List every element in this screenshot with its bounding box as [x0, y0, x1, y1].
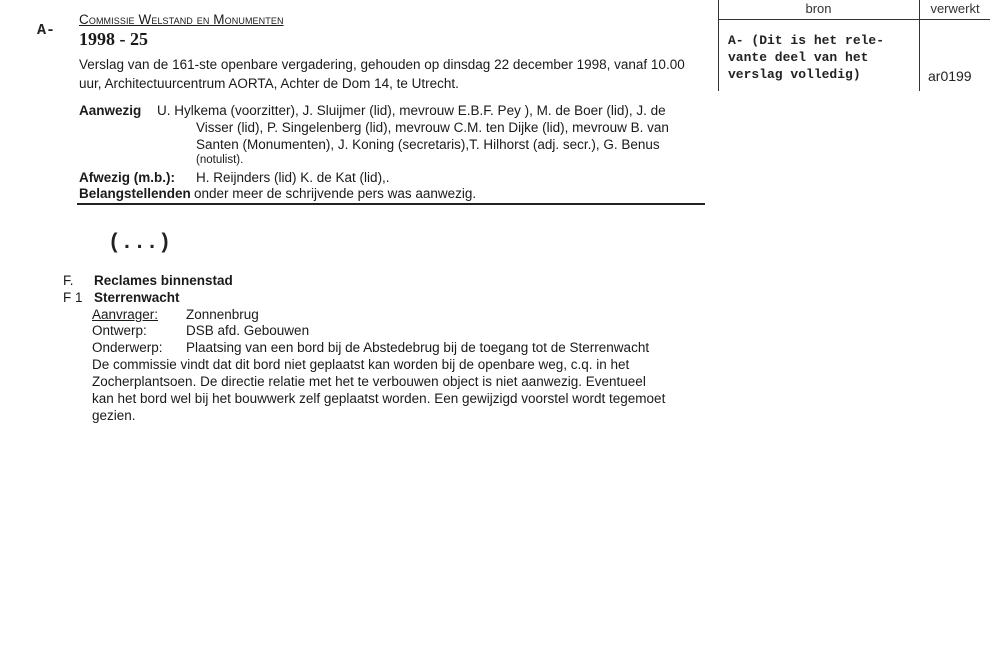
section-title: Reclames binnenstad	[94, 273, 233, 288]
table-header-divider	[718, 19, 990, 20]
paragraph-line: gezien.	[92, 408, 136, 423]
section-code: F.	[63, 273, 74, 288]
section-divider	[77, 203, 705, 205]
aanvrager-value: Zonnenbrug	[186, 307, 259, 322]
omission-marker: (...)	[108, 232, 172, 255]
belangstellenden-label: Belangstellenden	[79, 186, 191, 201]
margin-marker: A-	[37, 22, 56, 39]
intro-line: uur, Architectuurcentrum AORTA, Achter de Dom 14, te Utrecht.	[79, 76, 459, 91]
aanwezig-line: Visser (lid), P. Singelenberg (lid), mevrouw C.M. ten Dijke (lid), mevrouw B. van	[196, 120, 669, 135]
belangstellenden-value: onder meer de schrijvende pers was aanwezig.	[194, 186, 477, 201]
bron-note-line: vante deel van het	[728, 50, 869, 65]
organization-name: Commissie Welstand en Monumenten	[79, 12, 284, 27]
intro-line: Verslag van de 161-ste openbare vergadering, gehouden op dinsdag 22 december 1998, vanaf 10.00	[79, 57, 685, 72]
item-code: F 1	[63, 290, 83, 305]
bron-note-line: A- (Dit is het rele-	[728, 33, 885, 48]
ontwerp-value: DSB afd. Gebouwen	[186, 323, 310, 338]
aanvrager-label: Aanvrager:	[92, 307, 159, 322]
verwerkt-code: ar0199	[928, 68, 972, 84]
table-header-bron: bron	[805, 1, 832, 16]
document-number: 1998 - 25	[79, 29, 148, 49]
paragraph-line: Zocherplantsoen. De directie relatie met het te verbouwen object is niet aanwezig. Eventueel	[92, 374, 646, 389]
onderwerp-value: Plaatsing van een bord bij de Abstedebrug bij de toegang tot de Sterrenwacht	[186, 340, 650, 355]
aanwezig-line: (notulist).	[196, 154, 244, 166]
item-title: Sterrenwacht	[94, 290, 180, 305]
table-header-verwerkt: verwerkt	[930, 1, 980, 16]
afwezig-value: H. Reijnders (lid) K. de Kat (lid),.	[196, 170, 390, 185]
aanwezig-line: U. Hylkema (voorzitter), J. Sluijmer (lid), mevrouw E.B.F. Pey ), M. de Boer (lid), J. de	[157, 103, 666, 118]
aanwezig-label: Aanwezig	[79, 103, 142, 118]
paragraph-line: kan het bord wel bij het bouwwerk zelf geplaatst worden. Een gewijzigd voorstel wordt tegemoet	[92, 391, 666, 406]
bron-note-line: verslag volledig)	[728, 67, 861, 82]
paragraph-line: De commissie vindt dat dit bord niet geplaatst kan worden bij de openbare weg, c.q. in het	[92, 357, 630, 372]
ontwerp-label: Ontwerp:	[92, 323, 147, 338]
aanwezig-line: Santen (Monumenten), J. Koning (secretaris),T. Hilhorst (adj. secr.), G. Benus	[196, 137, 660, 152]
onderwerp-label: Onderwerp:	[92, 340, 163, 355]
afwezig-label: Afwezig (m.b.):	[79, 170, 175, 185]
